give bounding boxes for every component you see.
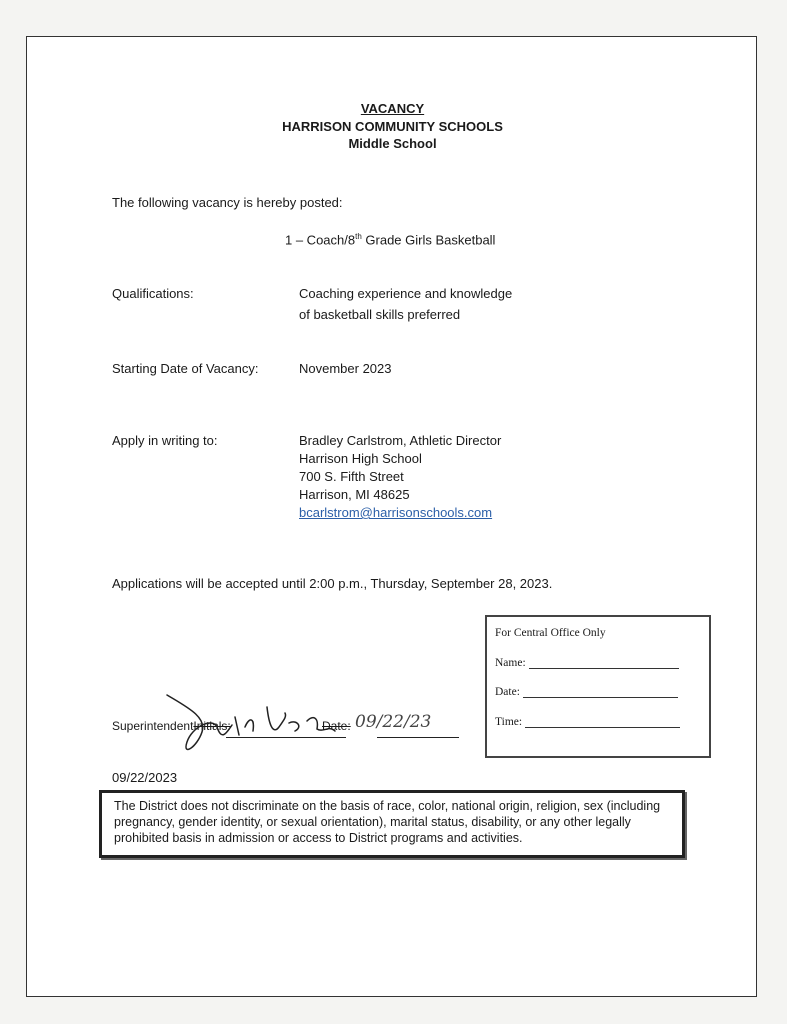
central-office-box: [485, 615, 711, 758]
posted-date: 09/22/2023: [112, 770, 178, 785]
document-page: [26, 36, 757, 997]
non-discrimination-notice: The District does not discriminate on the basis of race, color, national origin, religion, sex (including pregnancy, gender identity, or sexual orientation), marital status, disability, or any other legally prohibited basis in admission or access to District programs and activities.: [99, 790, 685, 858]
deadline-text: Applications will be accepted until 2:00 p.m., Thursday, September 28, 2023.: [112, 576, 553, 591]
district-name: HARRISON COMMUNITY SCHOOLS: [282, 119, 503, 134]
qualifications-line-1: Coaching experience and knowledge: [299, 286, 513, 301]
position-suffix: Grade Girls Basketball: [361, 232, 496, 248]
central-office-title: For Central Office Only: [495, 627, 606, 639]
apply-city: Harrison, MI 48625: [299, 487, 410, 502]
position-superscript: th: [355, 232, 362, 241]
qualifications-line-2: of basketball skills preferred: [299, 307, 461, 322]
apply-contact-name: Bradley Carlstrom, Athletic Director: [299, 433, 502, 448]
position-prefix: 1 – Coach/8: [285, 232, 356, 248]
central-date-field[interactable]: [523, 687, 678, 698]
central-date-label: Date:: [495, 686, 520, 698]
apply-label: Apply in writing to:: [112, 433, 218, 448]
superintendent-label: Superintendent: [112, 719, 194, 733]
school-name: Middle School: [348, 136, 437, 151]
apply-email-link[interactable]: bcarlstrom@harrisonschools.com: [299, 505, 493, 520]
date-line: [377, 737, 459, 738]
starting-date-value: November 2023: [299, 361, 392, 376]
signature-line: [226, 737, 346, 738]
central-time-row: [495, 716, 680, 728]
vacancy-title: VACANCY: [360, 101, 425, 116]
central-name-label: Name:: [495, 657, 526, 669]
apply-street: 700 S. Fifth Street: [299, 469, 404, 484]
qualifications-label: Qualifications:: [112, 286, 194, 301]
handwritten-date: 09/22/23: [355, 712, 432, 732]
signature-date-label: Date:: [322, 719, 351, 733]
central-name-row: [495, 657, 679, 669]
initials-label: Initials:: [193, 719, 231, 733]
intro-text: The following vacancy is hereby posted:: [112, 195, 343, 210]
central-time-field[interactable]: [525, 717, 680, 728]
position-title: [285, 232, 495, 247]
central-date-row: [495, 686, 678, 698]
apply-school: Harrison High School: [299, 451, 422, 466]
starting-date-label: Starting Date of Vacancy:: [112, 361, 259, 376]
central-time-label: Time:: [495, 716, 523, 728]
central-name-field[interactable]: [529, 658, 679, 669]
